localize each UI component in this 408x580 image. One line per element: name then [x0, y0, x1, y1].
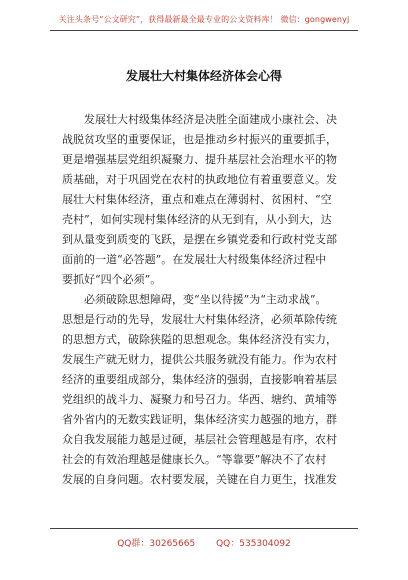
paragraph-line: 思想是行动的先导，发展壮大村集体经济，必须革除传统 — [62, 313, 337, 326]
paragraph-line: 发展壮大村级集体经济是决胜全面建成小康社会、决 — [84, 113, 337, 126]
header-banner: 关注头条号“公文研究”，获得最新最全最专业的公文资料库！ 微信：gongwenyj — [58, 15, 350, 24]
footer-contact — [0, 536, 408, 549]
paragraph-line: 展壮大村集体经济，重点和难点在薄弱村、贫困村、“空 — [62, 193, 332, 206]
paragraph-line: 的思想方式，破除狭隘的思想观念。集体经济没有实力， — [62, 333, 337, 346]
qq-number: QQ：535304092 — [216, 539, 291, 549]
footer-divider — [50, 528, 358, 529]
paragraph-line: 社会的有效治理越是健康长久。“等靠要”解决不了农村 — [62, 453, 327, 466]
header-divider — [50, 30, 358, 31]
document-title: 发展壮大村集体经济体会心得 — [125, 69, 282, 83]
paragraph-line: 党组织的战斗力、凝聚力和号召力。华西、塘约、黄埔等 — [62, 393, 337, 406]
paragraph-line: 经济的重要组成部分，集体经济的强弱，直接影响着基层 — [62, 373, 337, 386]
paragraph-line: 发展生产就无财力，提供公共服务就没有能力。作为农村 — [62, 353, 337, 366]
paragraph-line: 面前的一道“必答题”。在发展壮大村级集体经济过程中 — [62, 253, 327, 266]
document-body — [62, 110, 348, 490]
paragraph-line: 壳村”，如何实现村集体经济的从无到有，从小到大，达 — [62, 213, 332, 226]
paragraph-line: 众自我发展能力越是过硬，基层社会管理越是有序，农村 — [62, 433, 337, 446]
paragraph-line: 更是增强基层党组织凝聚力、提升基层社会治理水平的物 — [62, 153, 337, 166]
paragraph-line: 发展的自身问题。农村要发展，关键在自力更生，找准发 — [62, 473, 337, 486]
paragraph-line: 质基础，对于巩固党在农村的执政地位有着重要意义。发 — [62, 173, 337, 186]
paragraph-line: 必须破除思想障碍，变“坐以待援”为“主动求战”。 — [84, 293, 327, 306]
paragraph-line: 省外省内的无数实践证明，集体经济实力越强的地方，群 — [62, 413, 337, 426]
paragraph-line: 到从量变到质变的飞跃，是摆在乡镇党委和行政村党支部 — [62, 233, 337, 246]
paragraph-line: 战脱贫攻坚的重要保证，也是推动乡村振兴的重要抓手， — [62, 133, 337, 146]
paragraph-line: 要抓好“四个必须”。 — [62, 273, 162, 286]
qq-group-number: QQ群：30265665 — [117, 539, 196, 549]
